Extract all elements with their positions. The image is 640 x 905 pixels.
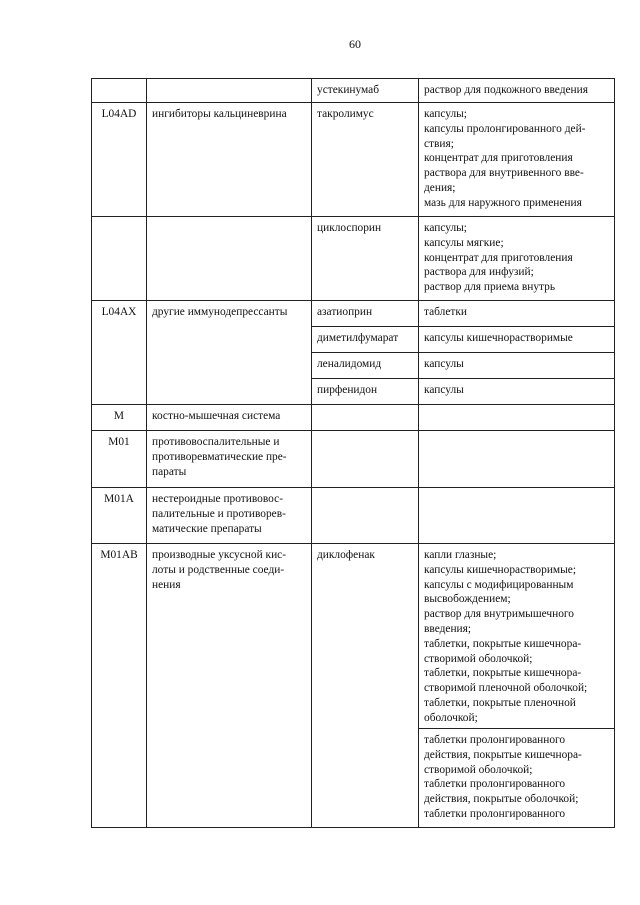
drug-cell: такролимус: [312, 103, 419, 217]
dosage-form-text: капсулы; капсулы пролонгированного дей- ствия; концентрат для приготовления раствора для внутривенного вве- дения; мазь для наружного применения: [424, 108, 586, 209]
dosage-form-cell: [419, 488, 615, 544]
group-cell: производные уксусной кис- лоты и родственные соеди- нения: [147, 544, 312, 828]
atc-code-cell: L04AD: [92, 103, 147, 217]
table-row: [92, 217, 615, 301]
dosage-form-cell: [419, 327, 615, 353]
drug-cell: диклофенак: [312, 544, 419, 828]
dosage-form-text: капсулы кишечнорастворимые: [424, 332, 573, 344]
dosage-form-text: капли глазные; капсулы кишечнорастворимые; капсулы с модифицированным высвобождением; раствор для внутримышечного введения; таблетки, покрытые кишечнора- створимой оболочкой; таблетки, покрытые кишечнора- створимой пленочной оболочкой; таблетки, покрытые пленочной оболочкой;: [424, 549, 588, 724]
dosage-form-cell: [419, 379, 615, 405]
table-row: [92, 103, 615, 217]
drug-cell: диметилфумарат: [312, 327, 419, 353]
group-cell: противовоспалительные и противоревматические пре- параты: [147, 431, 312, 488]
table-row: [92, 79, 615, 103]
drug-cell: [312, 431, 419, 488]
table-row: [92, 488, 615, 544]
table-row: [92, 405, 615, 431]
page-number: 60: [349, 37, 361, 51]
atc-code-cell: M01: [92, 431, 147, 488]
drug-cell: леналидомид: [312, 353, 419, 379]
dosage-form-cell: [419, 103, 615, 217]
group-cell: нестероидные противовос- палительные и противорев- матические препараты: [147, 488, 312, 544]
drug-cell: пирфенидон: [312, 379, 419, 405]
group-cell: [147, 79, 312, 103]
atc-code-cell: M01AB: [92, 544, 147, 828]
dosage-form-text: раствор для подкожного введения: [424, 84, 588, 96]
table-row: [92, 431, 615, 488]
group-cell: ингибиторы кальциневрина: [147, 103, 312, 217]
dosage-form-cell: [419, 405, 615, 431]
dosage-form-text: капсулы: [424, 384, 464, 396]
table-row: [92, 544, 615, 729]
dosage-form-text: капсулы; капсулы мягкие; концентрат для приготовления раствора для инфузий; раствор для приема внутрь: [424, 222, 573, 294]
dosage-form-cell: [419, 431, 615, 488]
dosage-form-text: таблетки пролонгированного действия, покрытые кишечнора- створимой оболочкой; таблетки пролонгированного действия, покрытые оболочкой; таблетки пролонгированного: [424, 734, 582, 820]
atc-code-cell: M: [92, 405, 147, 431]
atc-code-cell: [92, 79, 147, 103]
table-row: [92, 301, 615, 327]
atc-code-cell: M01A: [92, 488, 147, 544]
dosage-form-cell: [419, 353, 615, 379]
drug-cell: азатиоприн: [312, 301, 419, 327]
drug-cell: циклоспорин: [312, 217, 419, 301]
drug-table: [91, 78, 615, 828]
dosage-form-cell: [419, 301, 615, 327]
dosage-form-text: таблетки: [424, 306, 468, 318]
atc-code-cell: L04AX: [92, 301, 147, 405]
drug-cell: [312, 488, 419, 544]
group-cell: костно-мышечная система: [147, 405, 312, 431]
group-cell: [147, 217, 312, 301]
atc-code-cell: [92, 217, 147, 301]
dosage-form-cell: [419, 79, 615, 103]
dosage-form-cell: [419, 544, 615, 729]
dosage-form-text: капсулы: [424, 358, 464, 370]
drug-cell: устекинумаб: [312, 79, 419, 103]
group-cell: другие иммунодепрессанты: [147, 301, 312, 405]
dosage-form-cell: [419, 217, 615, 301]
dosage-form-cell: [419, 729, 615, 828]
drug-cell: [312, 405, 419, 431]
